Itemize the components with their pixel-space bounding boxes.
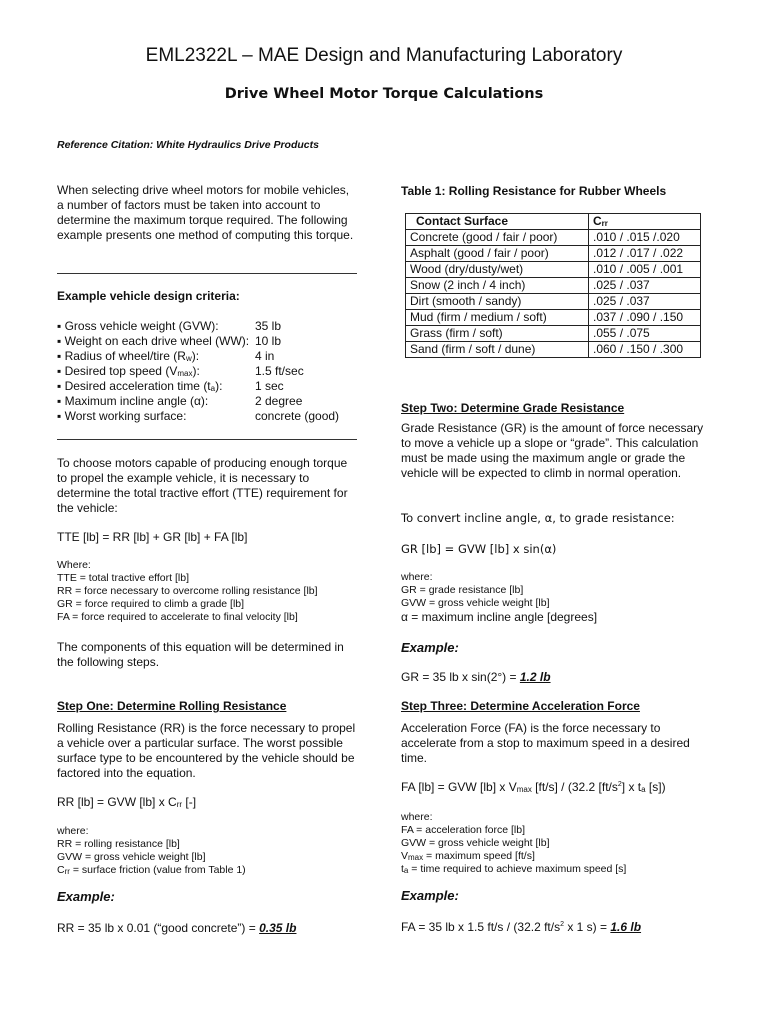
- step1-example-label: Example:: [57, 889, 115, 904]
- page-title: EML2322L – MAE Design and Manufacturing Laboratory: [145, 45, 623, 66]
- tte-equation: TTE [lb] = RR [lb] + GR [lb] + FA [lb]: [57, 530, 248, 544]
- criteria-list: [57, 319, 357, 424]
- tte-intro: To choose motors capable of producing enough torque to propel the example vehicle, it is necessary to determine the total tractive effort (TTE) requirement for the vehicle:: [57, 456, 348, 515]
- step2-answer: 1.2 lb: [519, 670, 551, 684]
- step3-example: FA = 35 lb x 1.5 ft/s / (32.2 $ft/s^2$ x 1 s) = 1.6 lb: [401, 920, 642, 934]
- step3-answer: 1.6 lb: [610, 920, 642, 934]
- tte-where: Where: TTE = total tractive effort [lb] RR = force necessary to overcome rolling resistance [lb] GR = force required to climb a grade [lb] FA = force required to accelerate to final velocity [lb]: [57, 559, 318, 623]
- rolling-resistance-table: [405, 213, 701, 358]
- step2-equation: GR [lb] = GVW [lb] x sin(α): [401, 542, 557, 556]
- step3-where: where: FA = acceleration force [lb] GVW = gross vehicle weight [lb] $V_{max}$ = maximum speed [ft/s] $t_a$ = time required to achieve maximum speed [s]: [401, 811, 627, 875]
- criteria-item: ▪ Desired acceleration time $(t_a)$: 1 sec: [57, 379, 284, 393]
- criteria-item: ▪ Radius of wheel/tire $(R_w)$: 4 in: [57, 349, 275, 363]
- step3-text: Acceleration Force (FA) is the force necessary to accelerate from a stop to maximum speed in a desired time.: [401, 721, 690, 765]
- page-subtitle: Drive Wheel Motor Torque Calculations: [224, 86, 544, 102]
- step2-example-label: Example:: [401, 640, 459, 655]
- step1-heading: Step One: Determine Rolling Resistance: [57, 699, 287, 713]
- criteria-item: ▪ Worst working surface: concrete (good): [57, 409, 340, 423]
- divider: [57, 273, 357, 274]
- table-caption: Table 1: Rolling Resistance for Rubber Wheels: [401, 184, 667, 198]
- table-row: Dirt (smooth / sandy) .025 / .037: [406, 294, 701, 310]
- table-row: Wood (dry/dusty/wet) .010 / .005 / .001: [406, 262, 701, 278]
- table-header-surface: Contact Surface: [406, 214, 589, 230]
- step3-equation: FA [lb] = GVW [lb] x $V_{max}$ [ft/s] / (32.2 $[ft/s^2]$ x $t_a$ [s]): [401, 780, 666, 794]
- table-row: Grass (firm / soft) .055 / .075: [406, 326, 701, 342]
- step2-example: GR = 35 lb x sin(2°) = 1.2 lb: [401, 670, 551, 684]
- intro-paragraph: When selecting drive wheel motors for mobile vehicles, a number of factors must be taken into account to determine the maximum torque required. The following example presents one method of computing this torque.: [57, 183, 354, 242]
- step2-convert: To convert incline angle, α, to grade resistance:: [401, 511, 675, 525]
- table-row: Sand (firm / soft / dune) .060 / .150 / .300: [406, 342, 701, 358]
- criteria-item: ▪ Maximum incline angle (α): 2 degree: [57, 394, 303, 408]
- table-row: Mud (firm / medium / soft) .037 / .090 / .150: [406, 310, 701, 326]
- step1-equation: RR [lb] = GVW [lb] x $C_{rr}$ [-]: [57, 795, 197, 809]
- step1-where: where: RR = rolling resistance [lb] GVW = gross vehicle weight [lb] $C_{rr}$ = surface friction (value from Table 1): [57, 825, 246, 876]
- step2-heading: Step Two: Determine Grade Resistance: [401, 401, 625, 415]
- divider: [57, 439, 357, 440]
- step1-example: RR = 35 lb x 0.01 (“good concrete”) = 0.35 lb: [57, 921, 297, 935]
- table-row: Concrete (good / fair / poor) .010 / .015 /.020: [406, 230, 701, 246]
- table-row: Asphalt (good / fair / poor) .012 / .017 / .022: [406, 246, 701, 262]
- criteria-heading: Example vehicle design criteria:: [57, 289, 240, 303]
- step1-answer: 0.35 lb: [259, 921, 297, 935]
- table-header-row: [406, 214, 701, 230]
- step2-text: Grade Resistance (GR) is the amount of force necessary to move a vehicle up a slope or “grade”. This calculation must be made using the maximum angle or grade the vehicle will be expected to climb in normal operation.: [401, 421, 704, 480]
- components-text: The components of this equation will be determined in the following steps.: [57, 640, 344, 669]
- criteria-item: ▪ Gross vehicle weight (GVW): 35 lb: [57, 319, 282, 333]
- table-row: Snow (2 inch / 4 inch) .025 / .037: [406, 278, 701, 294]
- step3-example-label: Example:: [401, 888, 459, 903]
- step1-text: Rolling Resistance (RR) is the force necessary to propel a vehicle over a particular surface. The worst possible surface type to be encountered by the vehicle should be factored into the equation.: [57, 721, 356, 780]
- step2-where: where: GR = grade resistance [lb] GVW = gross vehicle weight [lb] α = maximum incline angle [degrees]: [401, 571, 598, 624]
- criteria-item: ▪ Weight on each drive wheel (WW): 10 lb: [57, 334, 282, 348]
- table-header-crr: $C_{rr}$: [589, 214, 701, 230]
- reference-citation: Reference Citation: White Hydraulics Drive Products: [57, 139, 319, 151]
- criteria-item: ▪ Desired top speed $(V_{max})$: 1.5 ft/sec: [57, 364, 304, 378]
- step3-heading: Step Three: Determine Acceleration Force: [401, 699, 640, 713]
